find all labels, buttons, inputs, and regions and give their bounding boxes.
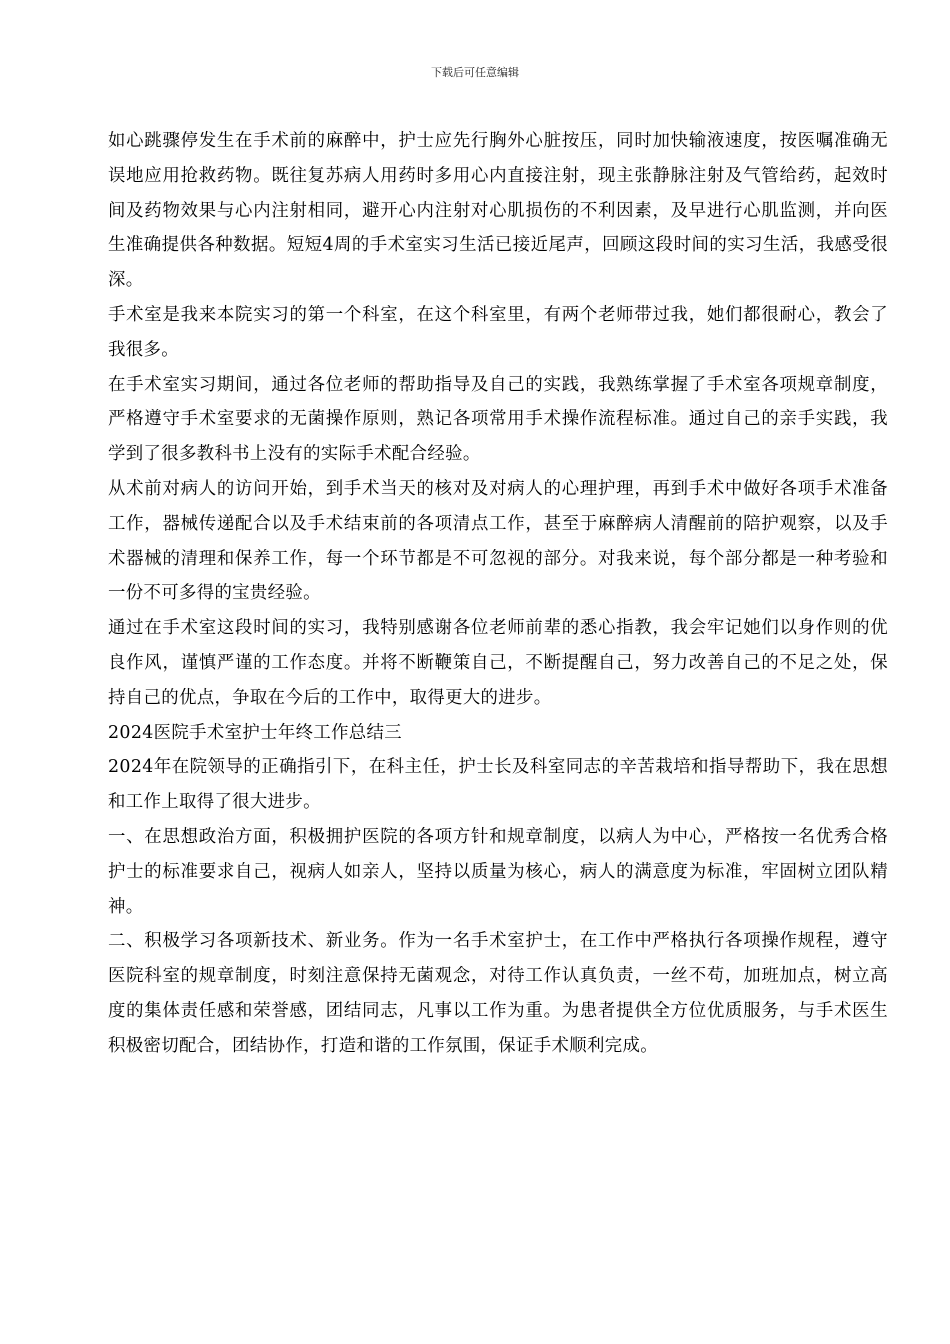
paragraph-8: 二、积极学习各项新技术、新业务。作为一名手术室护士，在工作中严格执行各项操作规程，遵守医院科室的规章制度，时刻注意保持无菌观念，对待工作认真负责，一丝不苟，加班加点，树立高度的集体责任感和荣誉感，团结同志，凡事以工作为重。为患者提供全方位优质服务，与手术医生积极密切配合，团结协作，打造和谐的工作氛围，保证手术顺利完成。 (108, 931, 888, 1056)
paragraph-7: 一、在思想政治方面，积极拥护医院的各项方针和规章制度，以病人为中心，严格按一名优秀合格护士的标准要求自己，视病人如亲人，坚持以质量为核心，病人的满意度为标准，牢固树立团队精神。 (108, 826, 888, 917)
section-title: 2024医院手术室护士年终工作总结三 (108, 722, 403, 743)
paragraph-4: 从术前对病人的访问开始，到手术当天的核对及对病人的心理护理，再到手术中做好各项手术准备工作，器械传递配合以及手术结束前的各项清点工作，甚至于麻醉病人清醒前的陪护观察，以及手术器械的清理和保养工作，每一个环节都是不可忽视的部分。对我来说，每个部分都是一种考验和一份不可多得的宝贵经验。 (108, 478, 888, 604)
paragraph-1: 如心跳骤停发生在手术前的麻醉中，护士应先行胸外心脏按压，同时加快输液速度，按医嘱准确无误地应用抢救药物。既往复苏病人用药时多用心内直接注射，现主张静脉注射及气管给药，起效时间及药物效果与心内注射相同，避开心内注射对心肌损伤的不利因素，及早进行心肌监测，并向医生准确提供各种数据。短短4周的手术室实习生活已接近尾声，回顾这段时间的实习生活，我感受很深。 (108, 131, 888, 291)
paragraph-5: 通过在手术室这段时间的实习，我特别感谢各位老师前辈的悉心指教，我会牢记她们以身作则的优良作风，谨慎严谨的工作态度。并将不断鞭策自己，不断提醒自己，努力改善自己的不足之处，保持自己的优点，争取在今后的工作中，取得更大的进步。 (108, 618, 888, 708)
paragraph-3: 在手术室实习期间，通过各位老师的帮助指导及自己的实践，我熟练掌握了手术室各项规章制度，严格遵守手术室要求的无菌操作原则，熟记各项常用手术操作流程标准。通过自己的亲手实践，我学到了很多教科书上没有的实际手术配合经验。 (108, 374, 888, 465)
paragraph-6: 2024年在院领导的正确指引下，在科主任，护士长及科室同志的辛苦栽培和指导帮助下，我在思想和工作上取得了很大进步。 (108, 757, 888, 813)
document-body (108, 124, 888, 1064)
paragraph-2: 手术室是我来本院实习的第一个科室，在这个科室里，有两个老师带过我，她们都很耐心，教会了我很多。 (108, 304, 888, 360)
page-header: 下载后可任意编辑 (431, 66, 519, 79)
